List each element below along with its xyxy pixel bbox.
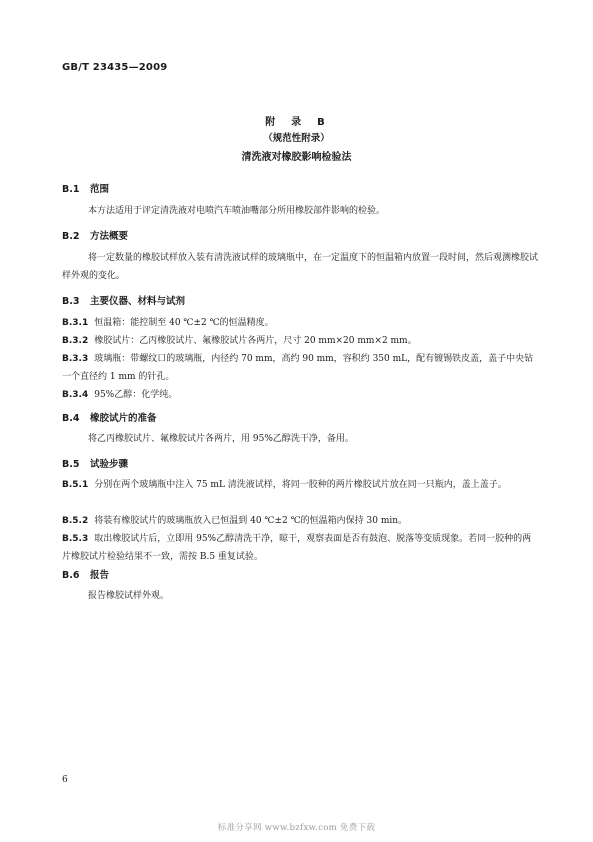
item-number: B.5.2 [62,516,89,526]
standard-number: GB/T 23435—2009 [62,62,168,73]
section-heading-b1 [62,181,109,195]
section-text-b1: 本方法适用于评定清洗液对电喷汽车喷油嘴部分所用橡胶部件影响的检验。 [88,206,386,216]
section-title: 范围 [90,184,110,195]
item-text: 橡胶试片：乙丙橡胶试片、氟橡胶试片各两片，尺寸 20 mm×20 mm×2 mm。 [94,336,417,346]
list-item-b5-2 [62,512,540,530]
item-text: 玻璃瓶：带螺纹口的玻璃瓶，内径约 70 mm，高约 90 mm，容积约 350 mL，配有镀锡铁皮盖，盖子中央钻一个直径约 1 mm 的针孔。 [62,354,534,382]
section-heading-b3 [62,293,185,307]
section-number: B.1 [62,184,80,195]
section-heading-b2 [62,228,128,242]
item-text: 取出橡胶试片后，立即用 95%乙醇清洗干净，晾干，观察表面是否有鼓泡、脱落等变质现象。若同一胶种的两片橡胶试片检验结果不一致，需按 B.5 重复试验。 [62,534,532,562]
list-item-b3-4 [62,386,540,404]
section-title: 方法概要 [90,231,129,242]
annex-name: 清洗液对橡胶影响检验法 [241,152,352,163]
item-number: B.3.2 [62,336,89,346]
list-item-b3-1 [62,314,540,332]
item-number: B.3.3 [62,354,89,364]
item-text: 分别在两个玻璃瓶中注入 75 mL 清洗液试样，将同一胶种的两片橡胶试片放在同一只瓶内，盖上盖子。 [94,480,507,490]
item-number: B.3.1 [62,318,89,328]
watermark-text: 标准分享网 www.bzfxw.com 免费下载 [217,823,376,833]
section-number: B.3 [62,296,80,307]
list-item-b3-3 [62,350,540,386]
item-number: B.3.4 [62,390,89,400]
section-text-b2: 将一定数量的橡胶试样放入装有清洗液试样的玻璃瓶中，在一定温度下的恒温箱内放置一段时间，然后观测橡胶试样外观的变化。 [62,253,539,281]
section-number: B.6 [62,570,80,581]
section-title: 橡胶试片的准备 [90,413,157,424]
section-number: B.5 [62,459,80,470]
section-title: 主要仪器、材料与试剂 [90,296,186,307]
section-text-b6: 报告橡胶试样外观。 [88,591,170,601]
section-title: 试验步骤 [90,459,129,470]
item-text: 将装有橡胶试片的玻璃瓶放入已恒温到 40 ℃±2 ℃的恒温箱内保持 30 min。 [94,516,408,526]
list-item-b5-1 [62,476,540,494]
list-item-b5-3 [62,530,540,566]
item-number: B.5.1 [62,480,89,490]
section-title: 报告 [90,570,110,581]
section-heading-b6 [62,567,109,581]
annex-type: （规范性附录） [263,133,330,144]
list-item-b3-2 [62,332,540,350]
item-text: 95%乙醇：化学纯。 [94,390,178,400]
section-number: B.4 [62,413,80,424]
item-number: B.5.3 [62,534,89,544]
annex-title: 附 录 B [265,117,328,128]
section-heading-b4 [62,410,157,424]
section-text-b4: 将乙丙橡胶试片、氟橡胶试片各两片，用 95%乙醇洗干净，备用。 [88,434,354,444]
page-number: 6 [62,775,68,785]
section-heading-b5 [62,456,128,470]
section-number: B.2 [62,231,80,242]
item-text: 恒温箱：能控制至 40 ℃±2 ℃的恒温精度。 [94,318,274,328]
